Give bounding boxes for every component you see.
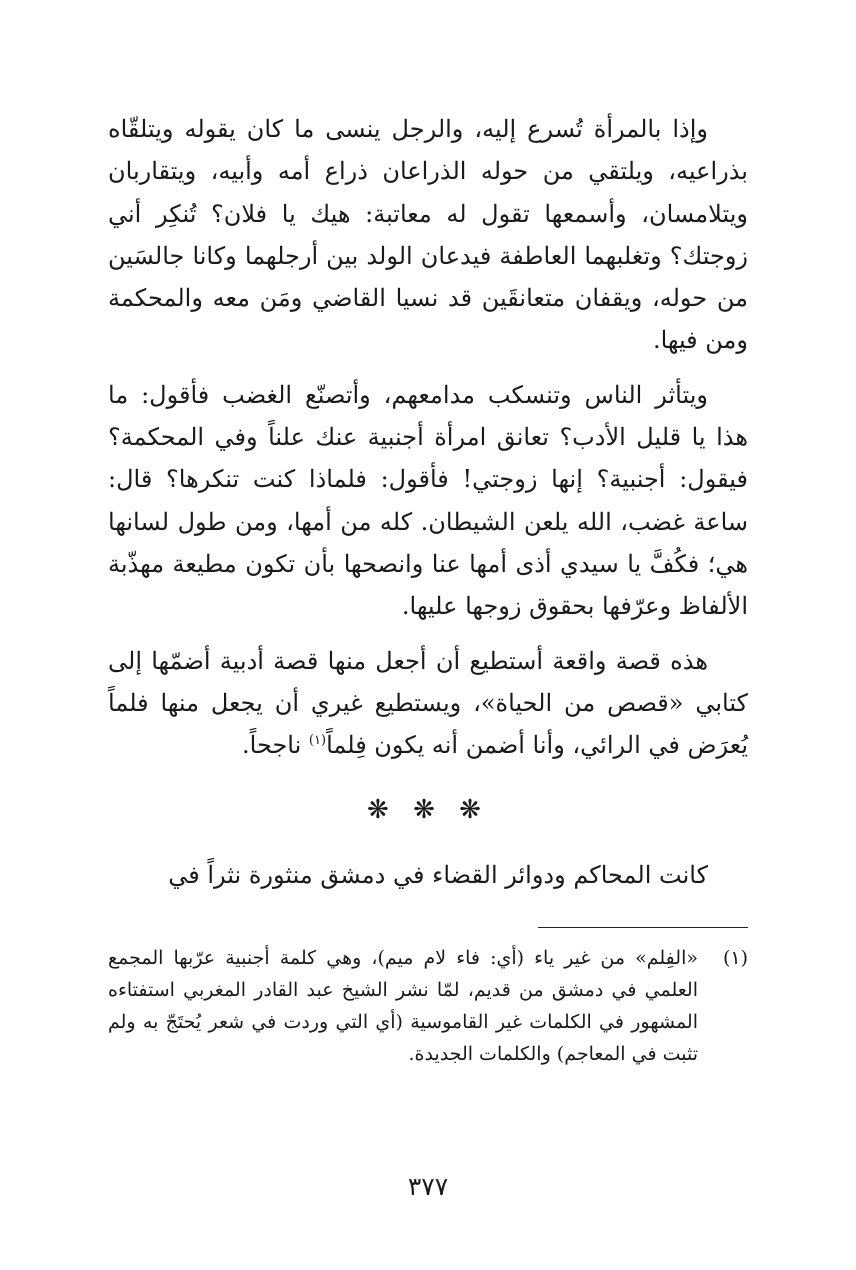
body-paragraph-1: وإذا بالمرأة تُسرع إليه، والرجل ينسى ما كان يقوله ويتلقّاه بذراعيه، ويلتقي من حوله الذراعان ذراع أمه وأبيه، ويتقاربان ويتلامسان، وأسمعها تقول له معاتبة: هيك يا فلان؟ تُنكِر أني زوجتك؟ وتغلبهما العاطفة فيدعان الولد بين أرجلهما وكانا جالسَين من حوله، ويقفان متعانقَين قد نسيا القاضي ومَن معه والمحكمة ومن فيها.: [108, 115, 749, 355]
footnote-divider: [538, 927, 748, 928]
body-paragraph-2: ويتأثر الناس وتنسكب مدامعهم، وأتصنّع الغضب فأقول: ما هذا يا قليل الأدب؟ تعانق امرأة أجنبية عنك علناً وفي المحكمة؟ فيقول: أجنبية؟ إنها زوجتي! فأقول: فلماذا كنت تنكرها؟ قال: ساعة غضب، الله يلعن الشيطان. كله من أمها، ومن طول لسانها هي؛ فكُفَّ يا سيدي أذى أمها عنا وانصحها بأن تكون مطيعة مهذّبة الألفاظ وعرّفها بحقوق زوجها عليها.: [108, 380, 748, 621]
footnote-text: «الفِلم» من غير ياء (أي: فاء لام ميم)، وهي كلمة أجنبية عرّبها المجمع العلمي في دمشق من قديم، لمّا نشر الشيخ عبد القادر المغربي استفتاءه المشهور في الكلمات غير القاموسية (أي التي وردت في شعر يُحتَجّ به ولم تثبت في المعاجم) والكلمات الجديدة.: [108, 946, 698, 1065]
footnote: [108, 942, 748, 1070]
footnote-marker[interactable]: (١): [308, 733, 327, 749]
page-number: ٣٧٧: [407, 1172, 449, 1201]
footnote-number: (١): [722, 946, 748, 969]
body-paragraph-4: كانت المحاكم ودوائر القضاء في دمشق منثورة نثراً في: [168, 861, 708, 890]
paragraph-3-ending: ناجحاً.: [242, 731, 309, 760]
page-body: [108, 108, 748, 1270]
body-paragraph-3: [108, 640, 748, 767]
paragraph-3-text: هذه قصة واقعة أستطيع أن أجعل منها قصة أدبية أضمّها إلى كتابي «قصص من الحياة»، ويستطيع غيري أن يجعل منها فلماً يُعرَض في الرائي، وأنا أضمن أنه يكون فِلماً: [108, 646, 748, 760]
section-separator: ❋ ❋ ❋: [367, 795, 489, 826]
